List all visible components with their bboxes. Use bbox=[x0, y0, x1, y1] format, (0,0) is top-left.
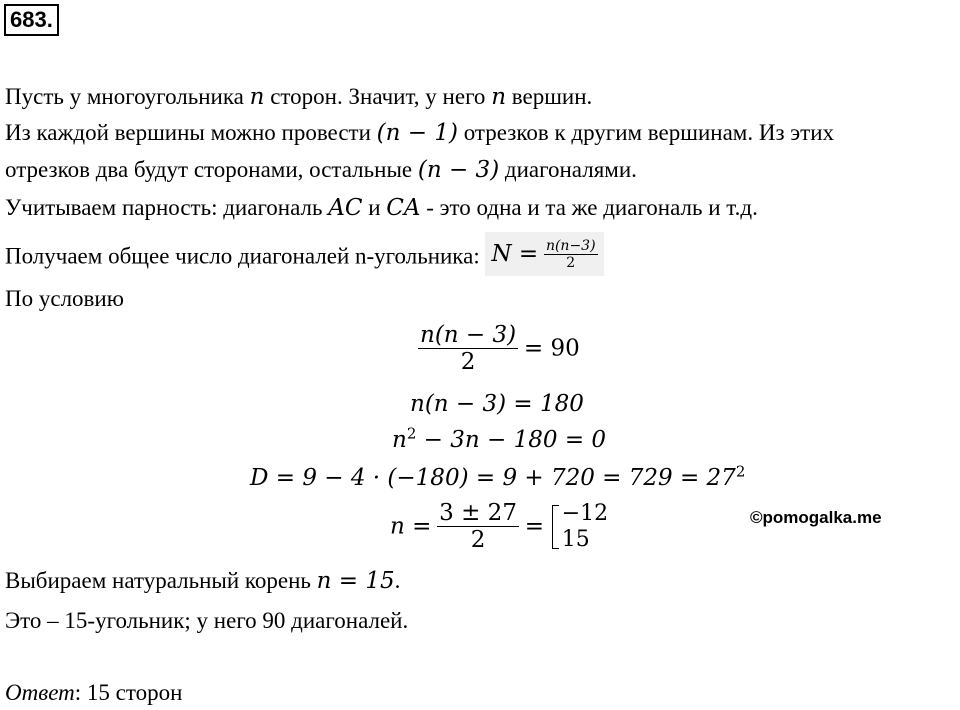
answer-label: Ответ bbox=[5, 680, 75, 705]
math-variable: n bbox=[249, 84, 265, 110]
equation-part: D = 9 − 4 · (−180) = 9 + 720 = 729 = 27 bbox=[250, 465, 736, 491]
text-segment: и bbox=[362, 195, 387, 220]
text-line-1 bbox=[5, 82, 592, 112]
formula-fraction bbox=[544, 238, 598, 271]
text-segment: Выбираем натуральный корень bbox=[5, 568, 317, 593]
roots-bracket bbox=[550, 501, 608, 553]
text-line-6 bbox=[5, 284, 124, 314]
superscript: 2 bbox=[735, 462, 746, 481]
fraction-denominator: 2 bbox=[470, 527, 486, 553]
equation-5 bbox=[390, 500, 608, 553]
math-variable: CA bbox=[386, 195, 421, 221]
math-variable: n bbox=[491, 84, 507, 110]
fraction-denominator: 2 bbox=[566, 254, 576, 271]
equation-1 bbox=[418, 322, 580, 375]
equation-part: − 3n − 180 = 0 bbox=[416, 427, 607, 453]
watermark: ©pomogalka.me bbox=[750, 508, 882, 527]
text-segment: Получаем общее число диагоналей n-угольника: bbox=[5, 243, 486, 269]
text-line-5 bbox=[5, 236, 604, 280]
fraction-denominator: 2 bbox=[460, 349, 476, 375]
text-segment: Пусть у многоугольника bbox=[5, 84, 250, 109]
math-expression: (n − 1) bbox=[376, 120, 458, 146]
text-segment: диагоналями. bbox=[499, 157, 637, 182]
math-expression: n = 15 bbox=[316, 568, 395, 594]
math-expression: (n − 3) bbox=[417, 157, 500, 183]
text-segment: Это – 15-угольник; у него 90 диагоналей. bbox=[5, 608, 409, 633]
text-segment: По условию bbox=[5, 286, 124, 311]
problem-number: 683. bbox=[4, 4, 59, 36]
equation-fraction bbox=[437, 500, 519, 553]
text-line-3 bbox=[5, 155, 637, 185]
text-segment: . bbox=[394, 568, 401, 593]
fraction-numerator: n(n−3) bbox=[545, 237, 596, 254]
answer-value: 15 сторон bbox=[86, 680, 183, 705]
text-line-2 bbox=[5, 118, 834, 148]
text-line-4 bbox=[5, 193, 758, 223]
equation-equals: = bbox=[524, 513, 544, 540]
formula-highlight bbox=[485, 232, 603, 276]
text-segment: Из каждой вершины можно провести bbox=[5, 120, 377, 145]
answer-separator: : bbox=[74, 680, 87, 705]
text-line-8 bbox=[5, 606, 408, 636]
text-segment: отрезков два будут сторонами, остальные bbox=[5, 157, 418, 182]
equation-rhs: = 90 bbox=[523, 335, 580, 362]
text-segment: вершин. bbox=[506, 84, 593, 109]
text-segment: отрезков к другим вершинам. Из этих bbox=[457, 120, 835, 145]
text-line-7 bbox=[5, 566, 400, 596]
text-segment: Учитываем парность: диагональ bbox=[5, 195, 329, 220]
formula-lhs: N = bbox=[491, 241, 539, 267]
answer-line bbox=[5, 678, 182, 708]
equation-4 bbox=[250, 463, 745, 493]
equation-lhs: n = bbox=[390, 513, 432, 540]
root-value: −12 bbox=[561, 500, 609, 526]
superscript: 2 bbox=[406, 424, 417, 443]
text-segment: - это одна и та же диагональ и т.д. bbox=[420, 195, 758, 220]
equation-part: n bbox=[392, 427, 407, 453]
equation-2: n(n − 3) = 180 bbox=[410, 391, 584, 417]
fraction-numerator: n(n − 3) bbox=[420, 322, 517, 348]
equation-fraction bbox=[418, 322, 518, 375]
math-variable: AC bbox=[328, 195, 363, 221]
text-segment: сторон. Значит, у него bbox=[264, 84, 492, 109]
root-value: 15 bbox=[561, 526, 590, 552]
fraction-numerator: 3 ± 27 bbox=[439, 500, 517, 526]
equation-3 bbox=[392, 425, 606, 455]
